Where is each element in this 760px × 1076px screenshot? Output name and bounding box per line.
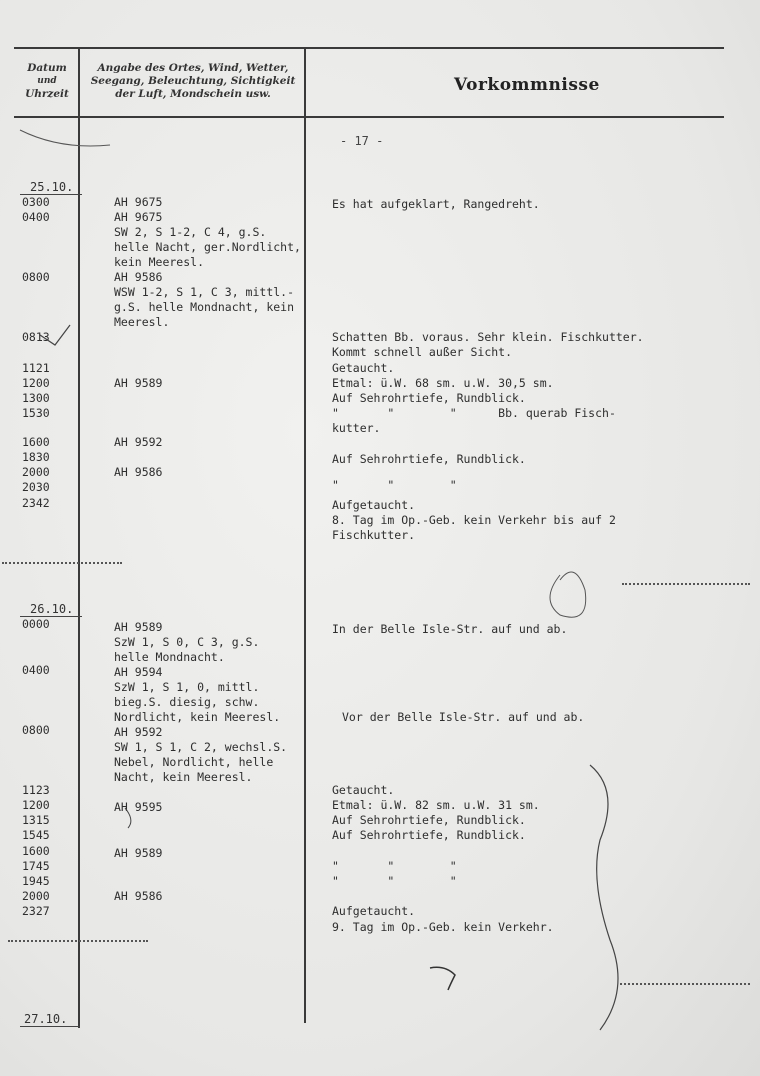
time-entry: 0000: [22, 617, 50, 631]
day-separator-left-2: [8, 940, 148, 942]
time-entry: 2342: [22, 496, 50, 510]
time-entry: 1530: [22, 406, 50, 420]
event-entry: Es hat aufgeklart, Rangedreht.: [332, 197, 540, 211]
header-location-line-1: Angabe des Ortes, Wind, Wetter,: [97, 62, 289, 74]
time-entry: 2327: [22, 904, 50, 918]
day-separator-left-1: [2, 562, 122, 564]
column-divider-2: [304, 48, 306, 1023]
weather-entry: bieg.S. diesig, schw.: [114, 695, 260, 709]
weather-entry: SW 2, S 1-2, C 4, g.S.: [114, 225, 267, 239]
date-rule-3: [20, 1026, 80, 1027]
event-entry: Auf Sehrohrtiefe, Rundblick.: [332, 391, 526, 405]
header-top-rule: [14, 47, 724, 49]
event-entry: In der Belle Isle-Str. auf und ab.: [332, 622, 568, 636]
event-entry: " " ": [332, 859, 457, 873]
time-entry: 1745: [22, 859, 50, 873]
event-entry: 8. Tag im Op.-Geb. kein Verkehr bis auf 2: [332, 513, 616, 527]
header-bottom-rule: [14, 116, 724, 118]
weather-entry: helle Mondnacht.: [114, 650, 225, 664]
weather-entry: Nordlicht, kein Meeresl.: [114, 710, 281, 724]
header-date-line: Datum: [27, 62, 67, 74]
time-entry: 2000: [22, 889, 50, 903]
time-entry: 0800: [22, 723, 50, 737]
event-entry: Getaucht.: [332, 361, 395, 375]
time-entry: 1121: [22, 361, 50, 375]
event-entry: Vor der Belle Isle-Str. auf und ab.: [342, 710, 585, 724]
time-entry: 0300: [22, 195, 50, 209]
time-entry: 1200: [22, 376, 50, 390]
header-location-line-3: der Luft, Mondschein usw.: [115, 88, 271, 100]
weather-entry: g.S. helle Mondnacht, kein: [114, 300, 295, 314]
position-entry: AH 9675: [114, 195, 163, 209]
event-entry: " " ": [332, 478, 457, 492]
time-entry: 2000: [22, 465, 50, 479]
weather-entry: SW 1, S 1, C 2, wechsl.S.: [114, 740, 288, 754]
date-25-10: 25.10.: [30, 180, 74, 194]
time-entry: 0800: [22, 270, 50, 284]
position-entry: AH 9592: [114, 725, 163, 739]
event-entry: Etmal: ü.W. 68 sm. u.W. 30,5 sm.: [332, 376, 554, 390]
time-entry: 0813: [22, 330, 50, 344]
weather-entry: kein Meeresl.: [114, 255, 205, 269]
time-entry: 0400: [22, 210, 50, 224]
position-entry: AH 9595: [114, 800, 163, 814]
header-date-time: [18, 62, 76, 101]
date-27-10: 27.10.: [24, 1012, 68, 1026]
event-entry: Etmal: ü.W. 82 sm. u.W. 31 sm.: [332, 798, 540, 812]
event-entry: kutter.: [332, 421, 381, 435]
event-entry: Auf Sehrohrtiefe, Rundblick.: [332, 452, 526, 466]
event-entry: Aufgetaucht.: [332, 498, 416, 512]
scribble-top-left: [20, 130, 110, 146]
time-entry: 1830: [22, 450, 50, 464]
day-separator-right-1: [622, 583, 750, 585]
date-26-10: 26.10.: [30, 602, 74, 616]
event-entry: Auf Sehrohrtiefe, Rundblick.: [332, 828, 526, 842]
weather-entry: Nebel, Nordlicht, helle: [114, 755, 274, 769]
scribble-bottom: [430, 967, 455, 990]
time-entry: 1945: [22, 874, 50, 888]
time-entry: 1300: [22, 391, 50, 405]
event-entry: Schatten Bb. voraus. Sehr klein. Fischkutter.: [332, 330, 644, 344]
event-entry: " " ": [332, 874, 457, 888]
weather-entry: WSW 1-2, S 1, C 3, mittl.-: [114, 285, 295, 299]
time-entry: 0400: [22, 663, 50, 677]
time-entry: 1545: [22, 828, 50, 842]
time-entry: 2030: [22, 480, 50, 494]
time-entry: 1315: [22, 813, 50, 827]
position-entry: AH 9594: [114, 665, 163, 679]
weather-entry: SzW 1, S 1, 0, mittl.: [114, 680, 260, 694]
weather-entry: SzW 1, S 0, C 3, g.S.: [114, 635, 260, 649]
position-entry: AH 9592: [114, 435, 163, 449]
event-entry: Getaucht.: [332, 783, 395, 797]
time-entry: 1600: [22, 435, 50, 449]
weather-entry: Nacht, kein Meeresl.: [114, 770, 253, 784]
header-location-weather: [82, 62, 304, 101]
event-entry: Fischkutter.: [332, 528, 416, 542]
page-number: - 17 -: [340, 134, 384, 148]
event-entry: " " " Bb. querab Fisch-: [332, 406, 616, 420]
header-and-line: und: [37, 76, 57, 86]
header-time-line: Uhrzeit: [25, 88, 69, 100]
weather-entry: Meeresl.: [114, 315, 170, 329]
position-entry: AH 9586: [114, 270, 163, 284]
header-location-line-2: Seegang, Beleuchtung, Sichtigkeit: [90, 75, 296, 87]
scribble-right-2: [590, 765, 618, 1030]
day-separator-right-2: [620, 983, 750, 985]
position-entry: AH 9589: [114, 620, 163, 634]
position-entry: AH 9586: [114, 889, 163, 903]
column-divider-1: [78, 48, 80, 1028]
scribble-right-1: [550, 572, 586, 617]
time-entry: 1600: [22, 844, 50, 858]
event-entry: Auf Sehrohrtiefe, Rundblick.: [332, 813, 526, 827]
header-events: Vorkommnisse: [454, 75, 600, 95]
event-entry: Kommt schnell außer Sicht.: [332, 345, 513, 359]
position-entry: AH 9589: [114, 376, 163, 390]
position-entry: AH 9675: [114, 210, 163, 224]
event-entry: Aufgetaucht.: [332, 904, 416, 918]
position-entry: AH 9586: [114, 465, 163, 479]
time-entry: 1123: [22, 783, 50, 797]
weather-entry: helle Nacht, ger.Nordlicht,: [114, 240, 301, 254]
event-entry: 9. Tag im Op.-Geb. kein Verkehr.: [332, 920, 554, 934]
position-entry: AH 9589: [114, 846, 163, 860]
time-entry: 1200: [22, 798, 50, 812]
